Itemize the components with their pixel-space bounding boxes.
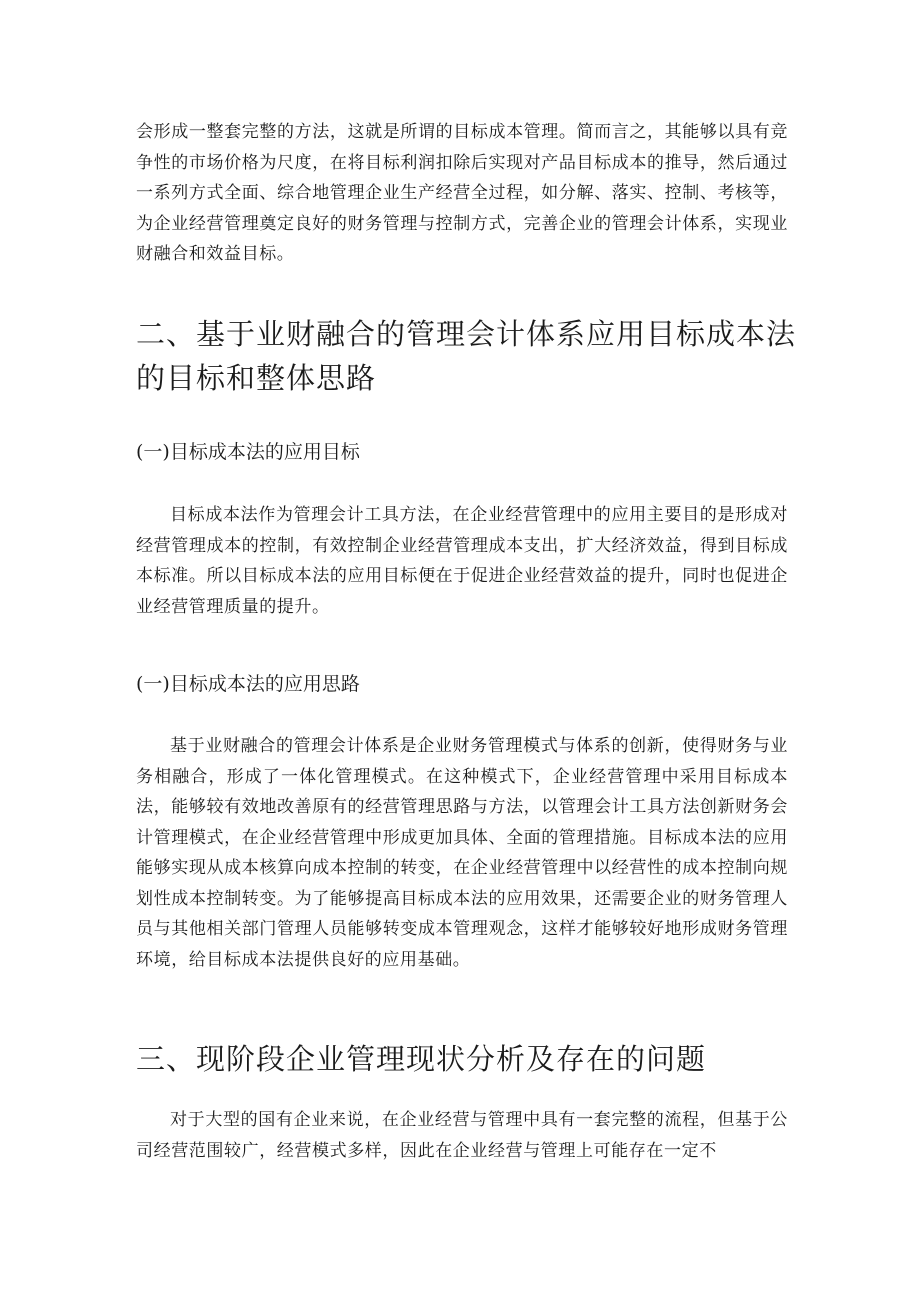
section-heading-2: 二、基于业财融合的管理会计体系应用目标成本法的目标和整体思路 (136, 317, 797, 395)
subsection-heading-goal: (一)目标成本法的应用目标 (136, 441, 360, 463)
goal-paragraph: 目标成本法作为管理会计工具方法，在企业经营管理中的应用主要目的是形成对经营管理成本的控制，有效控制企业经营管理成本支出，扩大经济效益，得到目标成本标准。所以目标成本法的应用目标便在于促进企业经营效益的提升，同时也促进企业经营管理质量的提升。 (136, 505, 788, 617)
status-paragraph: 对于大型的国有企业来说，在企业经营与管理中具有一套完整的流程，但基于公司经营范围较广，经营模式多样，因此在企业经营与管理上可能存在一定不 (136, 1110, 788, 1161)
section-heading-3: 三、现阶段企业管理现状分析及存在的问题 (136, 1042, 707, 1076)
approach-paragraph: 基于业财融合的管理会计体系是企业财务管理模式与体系的创新，使得财务与业务相融合，形成了一体化管理模式。在这种模式下，企业经营管理中采用目标成本法，能够较有效地改善原有的经营管理思路与方法，以管理会计工具方法创新财务会计管理模式，在企业经营管理中形成更加具体、全面的管理措施。目标成本法的应用能够实现从成本核算向成本控制的转变，在企业经营管理中以经营性的成本控制向规划性成本控制转变。为了能够提高目标成本法的应用效果，还需要企业的财务管理人员与其他相关部门管理人员能够转变成本管理观念，这样才能够较好地形成财务管理环境，给目标成本法提供良好的应用基础。 (136, 736, 788, 970)
intro-paragraph: 会形成一整套完整的方法，这就是所谓的目标成本管理。简而言之，其能够以具有竞争性的市场价格为尺度，在将目标利润扣除后实现对产品目标成本的推导，然后通过一系列方式全面、综合地管理企业生产经营全过程，如分解、落实、控制、考核等，为企业经营管理奠定良好的财务管理与控制方式，完善企业的管理会计体系，实现业财融合和效益目标。 (136, 122, 788, 264)
subsection-heading-approach: (一)目标成本法的应用思路 (136, 673, 360, 695)
